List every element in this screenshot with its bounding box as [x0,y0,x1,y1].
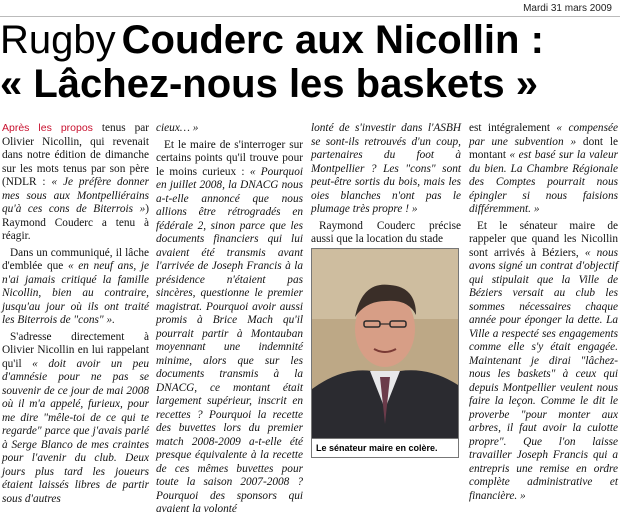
lead-label: Après les propos [2,122,93,134]
photo [311,248,459,458]
portrait-image [312,249,458,439]
article-column-4 [469,122,619,502]
text-run: dont le montant [469,135,618,161]
paragraph [311,122,461,217]
text-run: Et le sénateur maire de rappeler que quand les Nicollin sont arrivés à Béziers, [469,219,618,259]
headline-line-1 [0,18,620,62]
paragraph [2,122,149,244]
quote-run: « en neuf ans, je n'ai jamais critiqué la famille Nicollin, bien au contraire, jusqu'au jour où ils ont traité les Biterrois de "cons" ». [2,260,149,326]
paragraph [156,122,303,136]
quote-run: « nous avons signé un contrat d'objectif qui stipulait que la Ville de Béziers versait au club les sommes nécessaires chaque année pour éponger la dette. La Ville a respecté ses engagements comme elle s'y était engagée. Maintenant je dirai "lâchez-nous les baskets" à ceux qui depuis Montpellier veulent nous faire la leçon. Comme le dit le proverbe "pour monter aux arbres, il faut avoir la culotte propre". Que l'on laisse travailler Joseph Francis qui a entrepris une remise en ordre complète administrative et financière. » [469,246,618,502]
text-run: tenus par Olivier Nicollin, qui revenait dans notre édition de dimanche sur les mots tenus par son père (NDLR : [2,122,149,188]
headline-rubric: Rugby [0,18,116,62]
quote-run: « Pourquoi en juillet 2008, la DNACG nous a-t-elle annoncé que nous allions être rétrogradés en fédérale 2, sinon parce que les documents financiers qui lui avaient été transmis avant l'arrivée de Joseph Francis à la présidence n'étaient pas sincères, questionne le premier magistrat. Pourquoi avoir aussi promis à Brice Mach qu'il pourrait partir à Montauban moyennant une indemnité minime, alors que sur les documents transmis à la DNACG, ce montant était largement supérieur, inscrit en recettes ? Pourquoi la recette des buvettes lors du premier match 2008-2009 a-t-elle été presque équivalente à la recette de ces mêmes buvettes pour toute la saison 2007-2008 ? Pourquoi des sponsors qui avaient la volonté [156,165,303,515]
paragraph [469,220,618,504]
headline [0,18,620,106]
photo-caption: Le sénateur maire en colère. [312,438,458,457]
paragraph [311,220,461,247]
text-run: Dans un communiqué, il lâche d'emblée que [2,246,149,272]
paragraph [2,331,149,507]
headline-title-1: Couderc aux Nicollin : [121,18,544,62]
article-column-2 [156,122,303,515]
article-body [0,122,620,515]
paragraph [156,139,303,517]
text-run: S'adresse directement à Olivier Nicollin en lui rappelant qu'il [2,330,149,370]
article-column-1 [2,122,149,505]
text-run: Et le maire de s'interroger sur certains points qu'il trouve pour le moins curieux : [156,138,303,178]
quote-run: « doit avoir un peu d'amnésie pour ne pas se souvenir de ce jour de mai 2008 où il m'a appelé, furieux, pour me dire "mêle-toi de ce qui te regarde" parce que j'avais parlé à Serge Blanco de mes craintes pour l'avenir du club. Deux jours plus tard les joueurs étaient laissés libres de partir sous d'autres [2,357,149,505]
quote-run: cieux… » [156,122,199,134]
quote-run: « est basé sur la valeur du bien. La Chambre Régionale des Comptes pourrait nous épingler si nous faisions différemment. » [469,149,618,215]
text-run: ) Raymond Couderc a tenu à réagir. [2,203,149,242]
quote-run: « compensée par une subvention » [469,122,619,148]
text-run: Raymond Couderc précise aussi que la location du stade [311,219,461,245]
quote-run: « Je préfère donner mes sous aux Montpelliérains qu'à ces cons de Biterrois » [2,176,149,215]
quote-run: lonté de s'investir dans l'ASBH se sont-ils retrouvés d'un coup, partenaires du foot à Montpellier ? Les "cons" sont peut-être sortis du bois, mais les oies blanches n'ont pas le plumage très propre ! » [311,122,461,215]
text-run: est intégralement [469,122,557,134]
headline-title-2: « Lâchez-nous les baskets » [0,62,539,106]
dateline: Mardi 31 mars 2009 [523,3,612,14]
paragraph [469,122,618,217]
paragraph [2,247,149,328]
header-rule [0,16,620,17]
